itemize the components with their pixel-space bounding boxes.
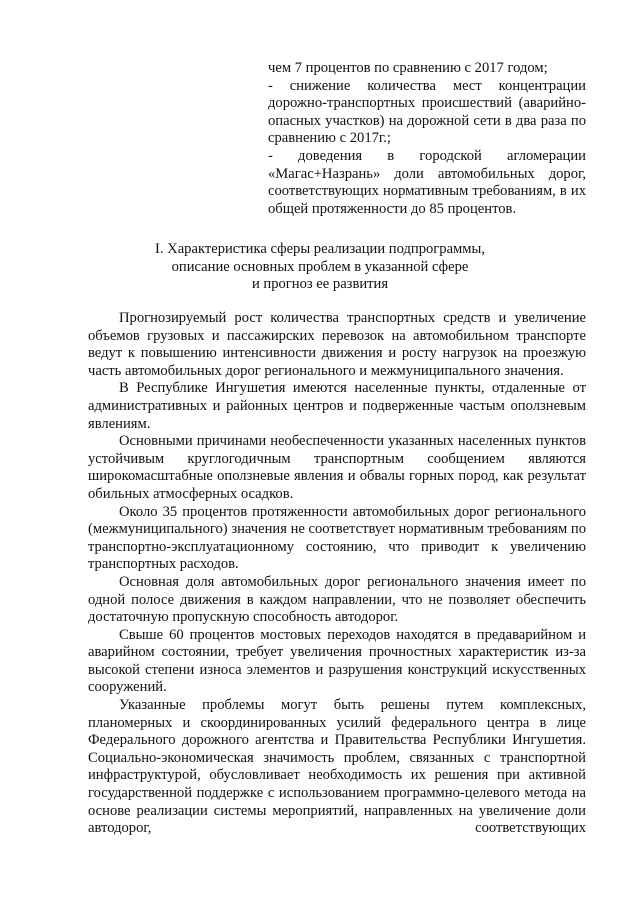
paragraph: Свыше 60 процентов мостовых переходов находятся в предаварийном и аварийном состоянии, требует увеличения прочностных характеристик из-за высокой степени износа элементов и разрушения конструкций искусственных сооружений.: [88, 626, 586, 696]
paragraph: Прогнозируемый рост количества транспортных средств и увеличение объемов грузовых и пассажирских перевозок на автомобильном транспорте ведут к повышению интенсивности движения и росту нагрузок на проезжую часть автомобильных дорог регионального и межмуниципального значения.: [88, 310, 586, 379]
heading-line: описание основных проблем в указанной сфере: [171, 258, 469, 275]
list-item: чем 7 процентов по сравнению с 2017 годом;: [268, 60, 548, 76]
paragraph: Около 35 процентов протяженности автомобильных дорог регионального (межмуниципального) значения не соответствует нормативным требованиям по транспортно-эксплуатационному состоянию, что приводит к увеличению транспортных расходов.: [88, 503, 587, 573]
paragraph: Основными причинами необеспеченности указанных населенных пунктов устойчивым круглогодичным транспортным сообщением являются широкомасштабные оползневые явления и обвалы горных пород, как результат обильных атмосферных осадков.: [88, 433, 586, 502]
heading-line: и прогноз ее развития: [251, 276, 389, 293]
paragraph: Указанные проблемы могут быть решены путем комплексных, планомерных и скоординированных усилий федерального центра в лице Федерального дорожного агентства и Правительства Республики Ингушетия. Социально-экономическая значимость проблем, связанных с транспортной инфраструктурой, обусловливает необходимость их решения при активной государственной поддержке с использованием программно-целевого метода на основе реализации системы мероприятий, направленных на увеличение доли автодорог, соответствующих: [88, 697, 586, 837]
list-item: - доведения в городской агломерации «Магас+Назрань» доли автомобильных дорог, соответствующих нормативным требованиям, в их общей протяженности до 85 процентов.: [268, 147, 586, 217]
section-heading: [120, 241, 520, 294]
body-text: [88, 310, 586, 838]
paragraph: Основная доля автомобильных дорог регионального значения имеет по одной полосе движения в каждом направлении, что не позволяет обеспечить достаточную пропускную способность автодорог.: [88, 573, 586, 626]
paragraph: В Республике Ингушетия имеются населенные пункты, отдаленные от административных и районных центров и подверженные частым оползневым явлениям.: [88, 380, 586, 432]
heading-line: I. Характеристика сферы реализации подпрограммы,: [155, 241, 485, 257]
targets-list: [268, 60, 586, 218]
list-item: - снижение количества мест концентрации дорожно-транспортных происшествий (аварийно-опасных участков) на дорожной сети в два раза по сравнению с 2017г.;: [268, 77, 586, 147]
